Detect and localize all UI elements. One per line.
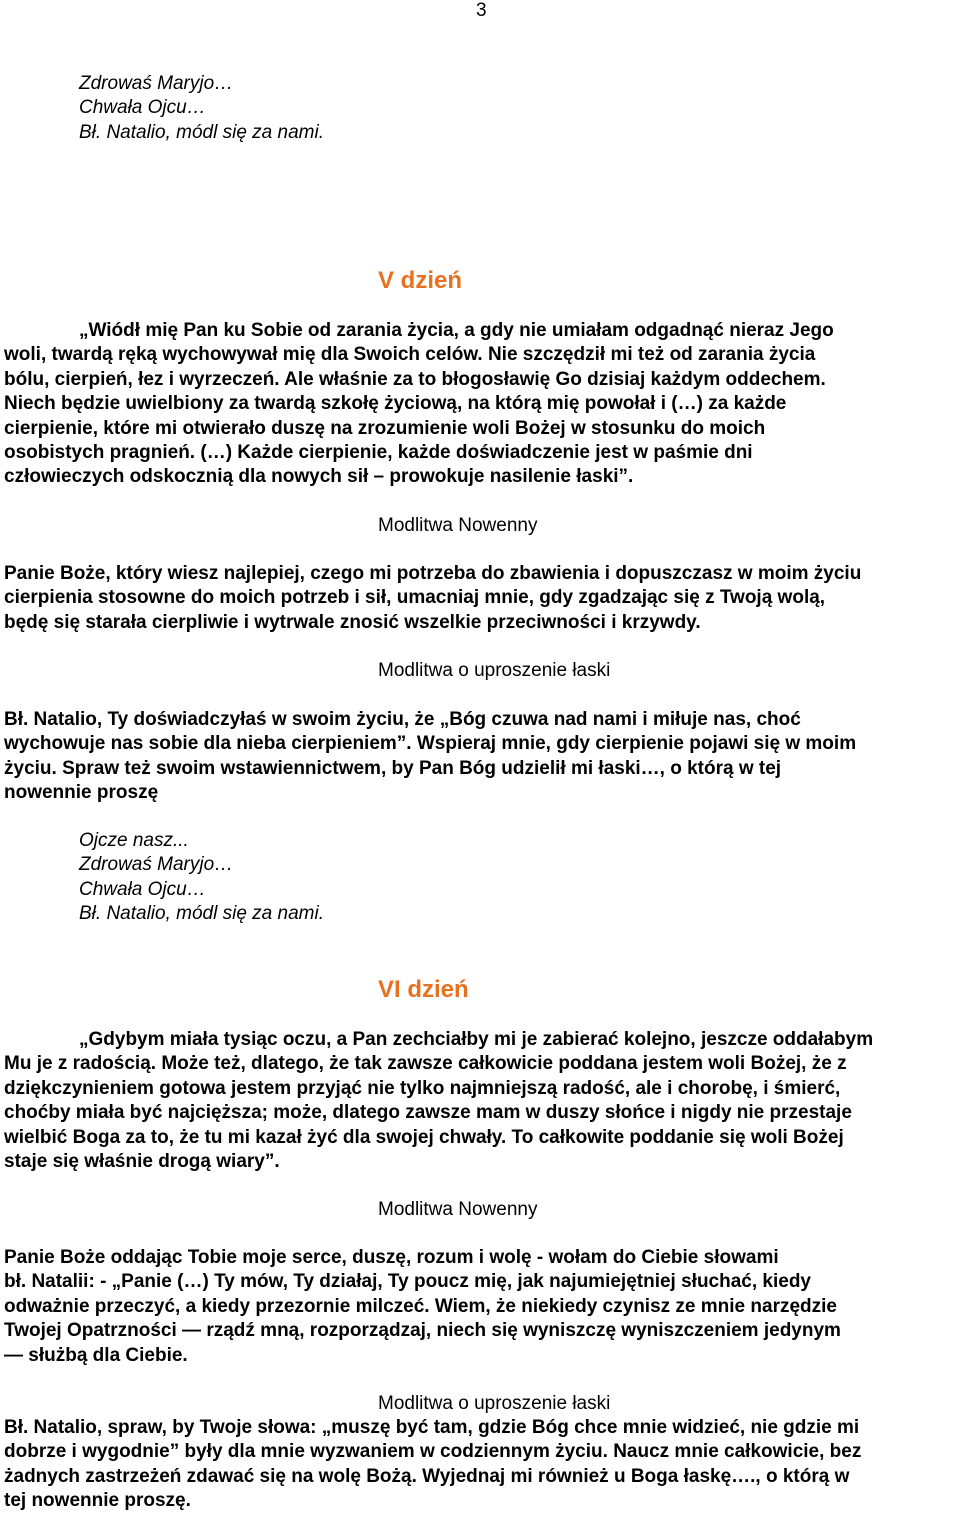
text-line: — służbą dla Ciebie. xyxy=(4,1344,188,1366)
text-line: wielbić Boga za to, że tu mi kazał żyć dla swojej chwały. To całkowite poddanie się woli Bożej xyxy=(4,1126,844,1148)
text-line: „Wiódł mię Pan ku Sobie od zarania życia, a gdy nie umiałam odgadnąć nieraz Jego xyxy=(79,320,834,341)
text-line: „Gdybym miała tysiąc oczu, a Pan zechciałby mi je zabierać kolejno, jeszcze oddałabym xyxy=(79,1029,874,1050)
text-line: odważnie przeczyć, a kiedy przezornie milczeć. Wiem, że niekiedy czynisz ze mnie narzędzie xyxy=(4,1295,837,1317)
text-line: człowieczych odskocznią dla nowych sił – prowokuje nasilenie łaski”. xyxy=(4,466,634,488)
day-5-quote xyxy=(4,319,834,490)
text-line: Chwała Ojcu… xyxy=(79,878,206,900)
text-line: nowennie proszę xyxy=(4,782,159,804)
text-line: dobrze i wygodnie” były dla mnie wyzwaniem w codziennym życiu. Naucz mnie całkowicie, bez xyxy=(4,1441,862,1463)
text-line: Panie Boże, który wiesz najlepiej, czego mi potrzeba do zbawienia i dopuszczasz w moim życiu xyxy=(4,563,862,584)
text-line: Panie Boże oddając Tobie moje serce, duszę, rozum i wolę - wołam do Ciebie słowami xyxy=(4,1247,779,1268)
text-line: Bł. Natalio, Ty doświadczyłaś w swoim życiu, że „Bóg czuwa nad nami i miłuje nas, choć xyxy=(4,709,801,730)
day-5-grace-prayer xyxy=(4,708,856,806)
text-line: Bł. Natalio, spraw, by Twoje słowa: „muszę być tam, gdzie Bóg chce mnie widzieć, nie gdzie mi xyxy=(4,1417,860,1438)
text-line: cierpienia stosowne do moich potrzeb i sił, umacniaj mnie, gdy zgadzając się z Twoją wolą, xyxy=(4,587,826,609)
text-line: bólu, cierpień, łez i wyrzeczeń. Ale właśnie za to błogosławię Go dzisiaj każdym oddechem. xyxy=(4,368,826,390)
text-line: dziękczynieniem gotowa jestem przyjąć nie tylko najmniejszą radość, ale i chorobę, i śmierć, xyxy=(4,1077,841,1099)
text-line: Zdrowaś Maryjo… xyxy=(79,73,234,94)
text-line: będę się starała cierpliwie i wytrwale znosić wszelkie przeciwności i krzywdy. xyxy=(4,611,701,633)
text-line: Bł. Natalio, módl się za nami. xyxy=(79,903,324,925)
text-line: Twojej Opatrzności — rządź mną, rozporządzaj, niech się wyniszczę wyniszczeniem jedynym xyxy=(4,1320,841,1342)
day-5-title: V dzień xyxy=(378,267,463,294)
day-5-novena-heading: Modlitwa Nowenny xyxy=(378,515,538,536)
day-5-closing-prayers xyxy=(79,829,324,927)
text-line: Mu je z radością. Może też, dlatego, że tak zawsze całkowicie poddana jestem woli Bożej, że z xyxy=(4,1053,847,1075)
day-6-title: VI dzień xyxy=(378,976,469,1003)
text-line: Ojcze nasz... xyxy=(79,830,189,851)
text-line: cierpienie, które mi otwierało duszę na zrozumienie woli Bożej w stosunku do moich xyxy=(4,417,766,439)
text-line: Niech będzie uwielbiony za twardą szkołę życiową, na którą mię powołał i (…) za każde xyxy=(4,393,787,415)
text-line: woli, twardą ręką wychowywał mię dla Swoich celów. Nie szczędził mi też od zarania życia xyxy=(4,344,816,366)
text-line: tej nowennie proszę. xyxy=(4,1490,191,1512)
text-line: wychowuje nas sobie dla nieba cierpieniem”. Wspieraj mnie, gdy cierpienie pojawi się w moim xyxy=(4,733,857,755)
day-6-grace-prayer xyxy=(4,1416,861,1514)
text-line: staje się właśnie drogą wiary”. xyxy=(4,1150,280,1172)
text-line: Chwała Ojcu… xyxy=(79,97,206,119)
text-line: Zdrowaś Maryjo… xyxy=(79,854,234,876)
day-5-novena-prayer xyxy=(4,562,861,635)
day-6-grace-heading: Modlitwa o uproszenie łaski xyxy=(378,1393,611,1414)
day-6-quote xyxy=(4,1028,873,1174)
day-5-grace-heading: Modlitwa o uproszenie łaski xyxy=(378,660,611,681)
text-line: żadnych zastrzeżeń zdawać się na wolę Bożą. Wyjednaj mi również u Boga łaskę…., o którą w xyxy=(4,1465,850,1487)
text-line: życiu. Spraw też swoim wstawiennictwem, by Pan Bóg udzielił mi łaski…, o którą w tej xyxy=(4,757,782,779)
day-6-novena-prayer xyxy=(4,1246,841,1368)
text-line: Bł. Natalio, módl się za nami. xyxy=(79,121,324,143)
text-line: bł. Natalii: - „Panie (…) Ty mów, Ty działaj, Ty poucz mię, jak najumiejętniej słuchać, kiedy xyxy=(4,1271,811,1293)
text-line: osobistych pragnień. (…) Każde cierpienie, każde doświadczenie jest w paśmie dni xyxy=(4,441,753,463)
text-line: choćby miała być najcięższa; może, dlatego zawsze mam w duszy słońce i nigdy nie przestaje xyxy=(4,1102,852,1124)
page-number: 3 xyxy=(476,0,487,21)
closing-prayers-top xyxy=(79,72,324,145)
day-6-novena-heading: Modlitwa Nowenny xyxy=(378,1199,538,1220)
